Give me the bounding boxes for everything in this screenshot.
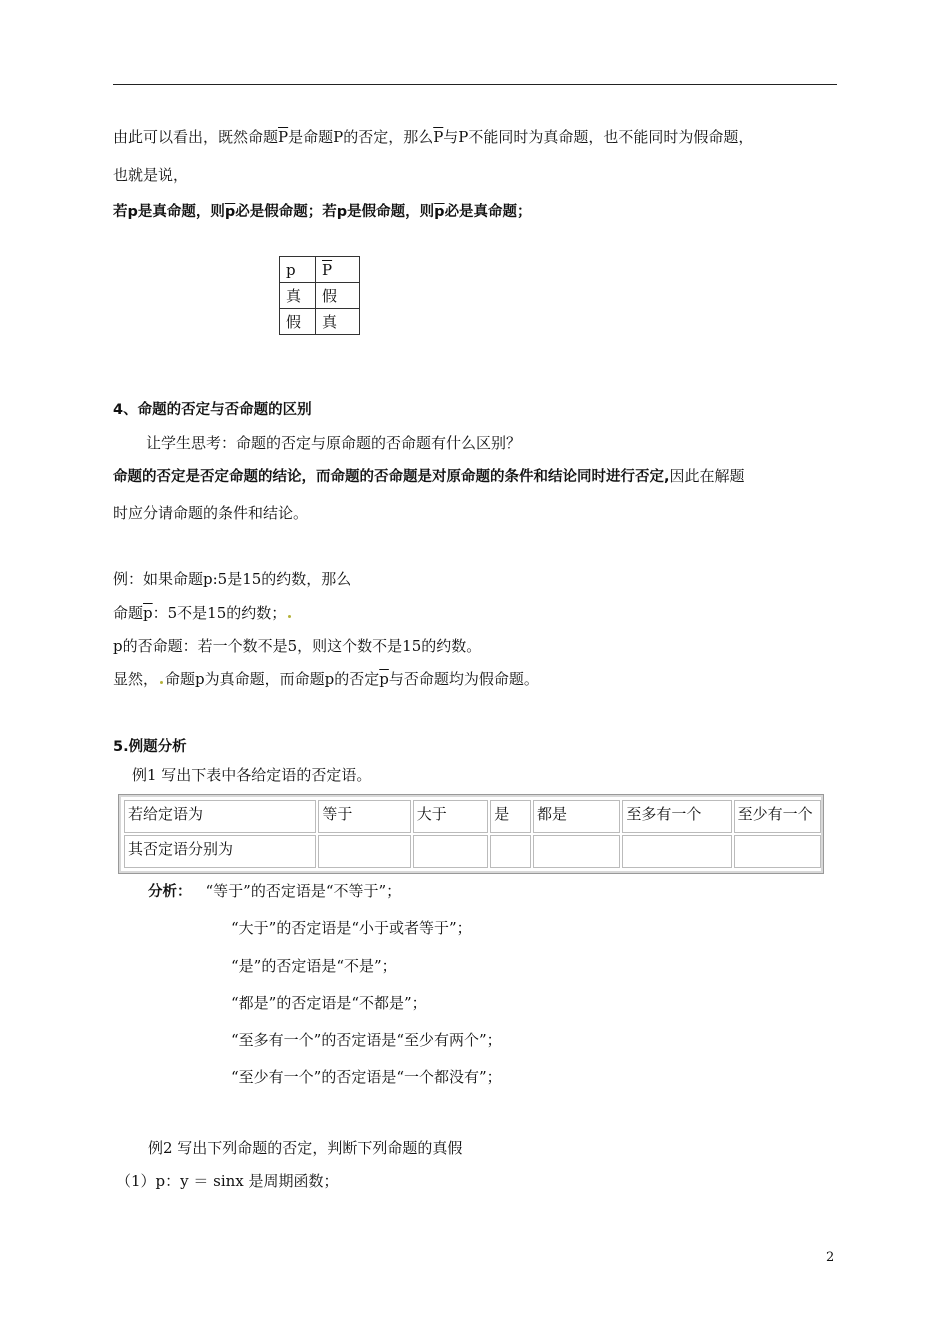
dot-mark	[160, 681, 163, 684]
example-line	[113, 668, 539, 689]
table-cell: 其否定语分别为	[124, 835, 316, 868]
analysis-line: “都是”的否定语是“不都是”；	[231, 994, 427, 1012]
table-cell: p	[280, 257, 316, 283]
text: “大于”的否定语是“小于或者等于”；	[231, 919, 472, 937]
table-cell: 等于	[318, 800, 410, 833]
negation-symbol: $\overline{p}$	[434, 204, 445, 220]
page-number: 2	[826, 1250, 835, 1265]
table-cell: 是	[490, 800, 531, 833]
example-line: p的否命题：若一个数不是5，则这个数不是15的约数。	[113, 637, 482, 655]
negation-symbol: $\overline{p}$	[224, 204, 236, 220]
negation-symbol: $\overline{P}$	[322, 260, 333, 279]
analysis-line: “是”的否定语是“不是”；	[231, 957, 397, 975]
example-line: 例：如果命题p:5是15的约数，那么	[113, 570, 352, 588]
table-row	[280, 309, 360, 335]
paragraph-line: 例1 写出下表中各给定语的否定语。	[132, 766, 372, 784]
rule-statement	[113, 200, 532, 221]
table-row	[124, 800, 821, 833]
text: 若p是真命题，则	[113, 204, 225, 220]
table-cell: 至多有一个	[622, 800, 731, 833]
table-cell: 至少有一个	[734, 800, 821, 833]
table-cell	[734, 835, 821, 868]
section-heading: 4、命题的否定与否命题的区别	[113, 402, 312, 418]
header-rule	[113, 84, 837, 85]
table-cell	[316, 257, 360, 283]
text: 由此可以看出，既然命题	[113, 128, 279, 146]
text: “等于”的否定语是“不等于”；	[205, 882, 402, 900]
bold-text: 命题的否定是否定命题的结论，而命题的否命题是对原命题的条件和结论同时进行否定,	[113, 469, 670, 485]
paragraph-line: 时应分请命题的条件和结论。	[113, 504, 309, 522]
truth-table	[279, 256, 360, 335]
dot-mark	[288, 615, 291, 618]
negation-symbol: $\overline{p}$	[379, 670, 389, 688]
table-cell	[490, 835, 531, 868]
negation-symbol: $\overline{P}$	[278, 128, 289, 146]
table-cell: 假	[280, 309, 316, 335]
text: 必是真命题；	[444, 204, 532, 220]
text: 因此在解题	[669, 467, 745, 485]
paragraph-line: 也就是说，	[113, 166, 189, 184]
table-row	[280, 257, 360, 283]
table-row	[280, 283, 360, 309]
table-row	[124, 835, 821, 868]
text: 命题p为真命题，而命题p的否定	[165, 670, 380, 688]
table-cell	[533, 835, 620, 868]
negation-symbol: $\overline{p}$	[143, 604, 153, 622]
paragraph-line: 例2 写出下列命题的否定，判断下列命题的真假	[148, 1139, 463, 1157]
table-cell	[318, 835, 410, 868]
table-cell	[413, 835, 488, 868]
table-cell: 大于	[413, 800, 488, 833]
analysis-line	[148, 880, 401, 901]
analysis-line	[231, 917, 472, 938]
analysis-line: “至多有一个”的否定语是“至少有两个”；	[231, 1031, 502, 1049]
analysis-label: 分析：	[148, 884, 192, 900]
table-cell	[622, 835, 731, 868]
paragraph-line	[113, 465, 745, 486]
paragraph-line	[113, 126, 753, 147]
text: ：5不是15的约数；	[152, 604, 287, 622]
text: 是命题P的否定，那么	[288, 128, 434, 146]
text: 必是假命题；若p是假命题，则	[235, 204, 435, 220]
table-cell: 真	[280, 283, 316, 309]
text: 与否命题均为假命题。	[388, 670, 539, 688]
negation-symbol: $\overline{P}$	[433, 128, 444, 146]
table-cell: 若给定语为	[124, 800, 316, 833]
example-line	[113, 602, 293, 623]
negation-table-frame	[118, 794, 824, 874]
paragraph-line: 让学生思考：命题的否定与原命题的否命题有什么区别？	[146, 434, 522, 452]
table-cell: 都是	[533, 800, 620, 833]
negation-table	[122, 798, 823, 870]
section-heading: 5.例题分析	[113, 739, 187, 755]
analysis-line: “至少有一个”的否定语是“一个都没有”；	[231, 1068, 502, 1086]
text: 与P不能同时为真命题，也不能同时为假命题，	[443, 128, 754, 146]
text: 命题	[113, 604, 144, 622]
text: 显然，	[113, 670, 159, 688]
table-cell: 真	[316, 309, 360, 335]
table-cell: 假	[316, 283, 360, 309]
paragraph-line: （1）p：y ＝ sinx 是周期函数；	[116, 1172, 339, 1190]
